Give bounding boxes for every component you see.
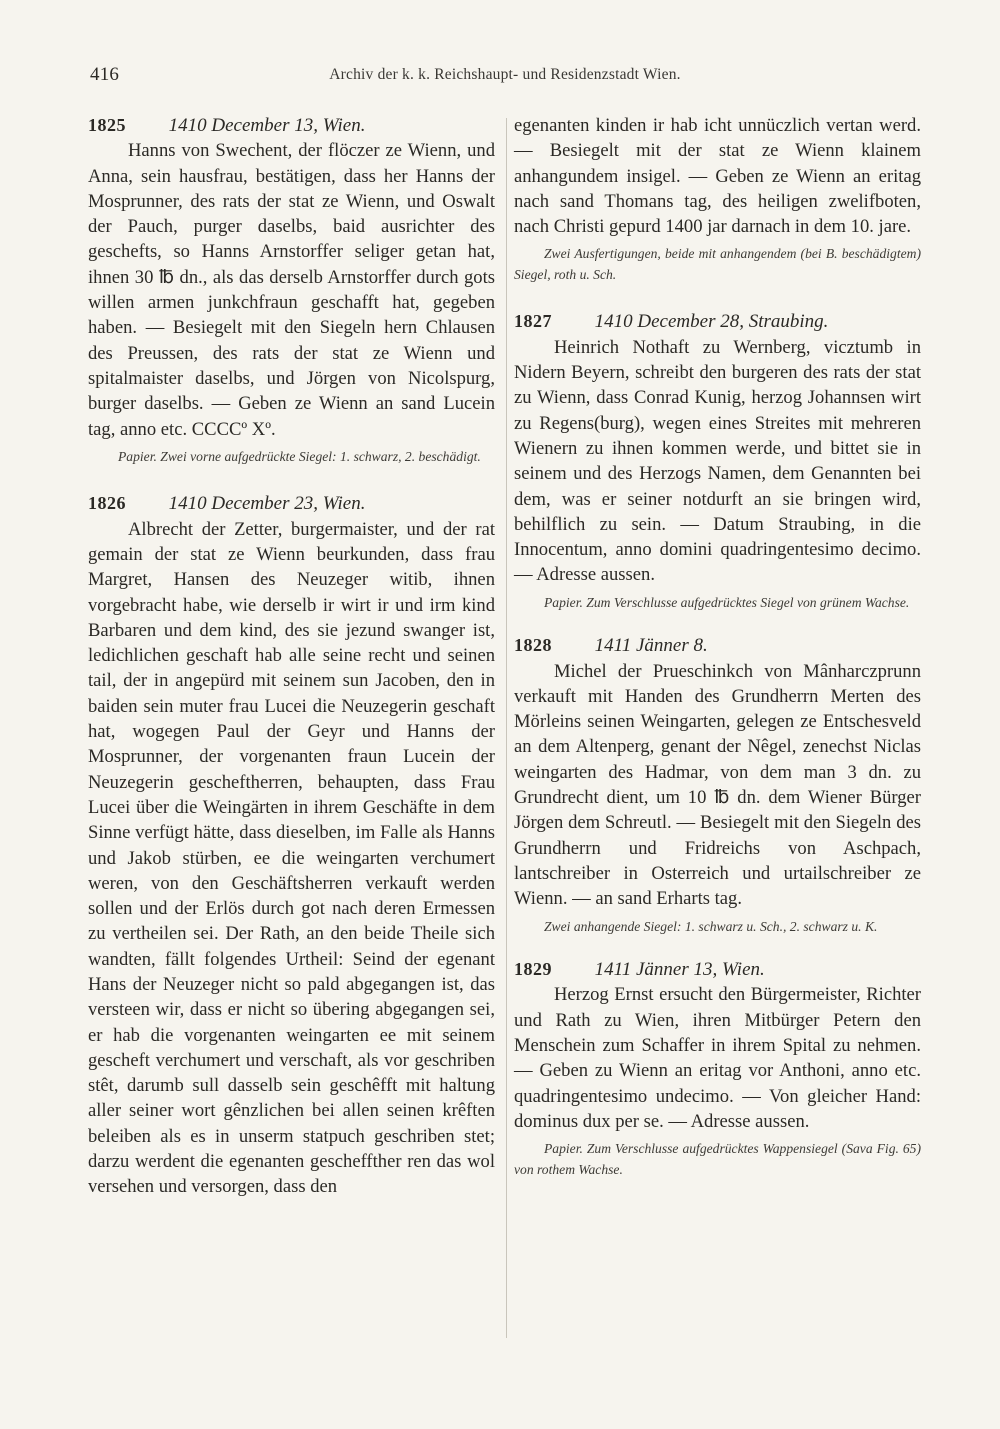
entry-date: 1411 Jänner 13, Wien. — [594, 959, 765, 981]
entry-1827 — [514, 309, 921, 613]
entry-date: 1410 December 23, Wien. — [168, 493, 366, 515]
page-number: 416 — [90, 64, 120, 85]
entry-heading — [88, 113, 495, 138]
entry-text: Michel der Prueschinkch von Mânharczprunn verkauft mit Handen des Grundherrn Merten des Mörleins seinen Weingarten, gelegen ze Entschesveld an dem Altenperg, genant der Nêgel, zenechst Niclas weingarten des Hadmar, von dem man 3 dn. zu Grundrecht dient, um 10 ℔ dn. dem Wiener Bürger Jörgen dem Schreutl. — Besiegelt mit den Siegeln des Grundherrn und Fridreichs von Aschpach, lantschreiber in Osterreich und urtailschreiber ze Wienn. — an sand Erharts tag. — [514, 660, 921, 910]
entry-1826-continued — [514, 113, 921, 285]
entry-number: 1825 — [88, 115, 126, 135]
entry-note: Papier. Zum Verschlusse aufgedrücktes Wappensiegel (Sava Fig. 65) von rothem Wachse. — [514, 1141, 921, 1177]
entry-1825 — [88, 113, 495, 467]
entry-text: Heinrich Nothaft zu Wernberg, vicztumb in Nidern Beyern, schreibt den burgeren des rats der stat zu Wienn, dass Conrad Kunig, herzog Johannsen wirt zu Regens(burg), wegen eines Streites mit mehreren Wienern zu ihnen kommen werde, und bittet sie in seinem und des Herzogs Namen, dem Genannten bei dem, was er seiner notdurft an sie bringen wird, behilflich zu sein. — Datum Straubing, in die Innocentum, anno domini quadringentesimo decimo. — Adresse aussen. — [514, 336, 921, 586]
entry-heading — [514, 309, 921, 334]
running-title: Archiv der k. k. Reichshaupt- und Residenzstadt Wien. — [329, 66, 681, 83]
entry-number: 1826 — [88, 493, 126, 514]
entry-heading — [514, 633, 921, 658]
entry-note: Papier. Zwei vorne aufgedrückte Siegel: 1. schwarz, 2. beschädigt. — [118, 448, 481, 464]
entry-note: Zwei anhangende Siegel: 1. schwarz u. Sch., 2. schwarz u. K. — [544, 918, 878, 934]
entry-number: 1827 — [514, 311, 552, 332]
page-header — [90, 64, 920, 92]
entry-number: 1829 — [514, 959, 552, 980]
entry-1828 — [514, 633, 921, 937]
entry-date: 1410 December 13, Wien. — [168, 115, 366, 136]
column-divider — [506, 118, 507, 1338]
entry-heading — [514, 957, 921, 982]
left-column — [88, 113, 495, 1200]
entry-1826 — [88, 491, 495, 1199]
entry-text-continuation: egenanten kinden ir hab icht unnüczlich vertan werd. — Besiegelt mit der stat ze Wienn klainem anhangundem insigel. — Geben ze Wienn an eritag nach sand Thomans tag, des heiligen zwelifboten, nach Christi gepurd 1400 jar darnach in dem 10. jare. — [514, 115, 921, 238]
entry-date: 1411 Jänner 8. — [594, 635, 708, 657]
entry-text: Hanns von Swechent, der flöczer ze Wienn, und Anna, sein hausfrau, bestätigen, dass her Hanns der Mosprunner, des rats der stat ze Wienn, und Oswalt der Pauch, purger daselbs, baid ausrichter des geschefts, so Hanns Arnstorffer seliger getan hat, ihnen 30 ℔ dn., als das derselb Arnstorffer durch gots willen armen junkchfraun geschafft hat, gegeben haben. — Besiegelt mit den Siegeln hern Chlausen des Preussen, des rats der stat ze Wienn und spitalmaister daselbs, und Jörgen von Nicolspurg, burger daselbs. — Geben ze Wienn an sand Lucein tag, anno etc. CCCCº Xº. — [88, 140, 495, 440]
entry-heading — [88, 491, 495, 516]
entry-note: Papier. Zum Verschlusse aufgedrücktes Siegel von grünem Wachse. — [544, 594, 910, 610]
entry-number: 1828 — [514, 635, 552, 656]
entry-text: Albrecht der Zetter, burgermaister, und der rat gemain der stat ze Wienn beurkunden, dass frau Margret, Hansen des Neuzeger witib, ihnen vorgebracht habe, wie derselb ir wirt ir und irm kind Barbaren und dem kind, des sie jezund swanger ist, ledichlichen geschaft hab alle seine recht und seinen tail, der in angepürd mit seinem sun Jacoben, den in baiden sein muter frau Lucei die Neuzegerin geschaft hat, wogegen Paul der Geyr und Hanns der Mosprunner, der vorgenanten fraun Lucein der Neuzegerin gescheftherren, behaupten, dass Frau Lucei über die Weingärten in ihrem Geschäfte in dem Sinne verfügt hätte, dass dieselben, im Falle als Hanns und Jakob stürben, ee die weingarten verchumert weren, von den Geschäftsherren verkauft werden sollen und der Erlös durch got nach deren Ermessen zu vertheilen sei. Der Rath, an den beide Theile sich wandten, fällt folgendes Urtheil: Seind der egenant Hans der Neuzeger nicht so pald abgegangen ist, das versteen wir, dass er nicht so übering abgegangen sei, er hab die vorgenanten weingarten ee mit seinem gescheft verchumert und verschaft, als vor geschriben stêt, darumb sull dasselb sein geschêfft mit haltung aller seiner wort gênzlichen bei allen seinen krêften beleiben als es in unserm statpuch geschriben stet; darzu werdent die egenanten gescheffther ren das wol versehen und versorgen, dass den — [88, 518, 495, 1198]
entry-text: Herzog Ernst ersucht den Bürgermeister, Richter und Rath zu Wien, ihren Mitbürger Petern den Menschein zum Schaffer in ihrem Spital zu nehmen. — Geben zu Wienn an eritag vor Anthoni, anno etc. quadringentesimo undecimo. — Von gleicher Hand: dominus dux per se. — Adresse aussen. — [514, 984, 921, 1132]
entry-date: 1410 December 28, Straubing. — [594, 311, 829, 333]
entry-note: Zwei Ausfertigungen, beide mit anhangendem (bei B. beschädigtem) Siegel, roth u. Sch. — [514, 246, 921, 282]
entry-1829 — [514, 957, 921, 1180]
right-column — [514, 113, 921, 1180]
